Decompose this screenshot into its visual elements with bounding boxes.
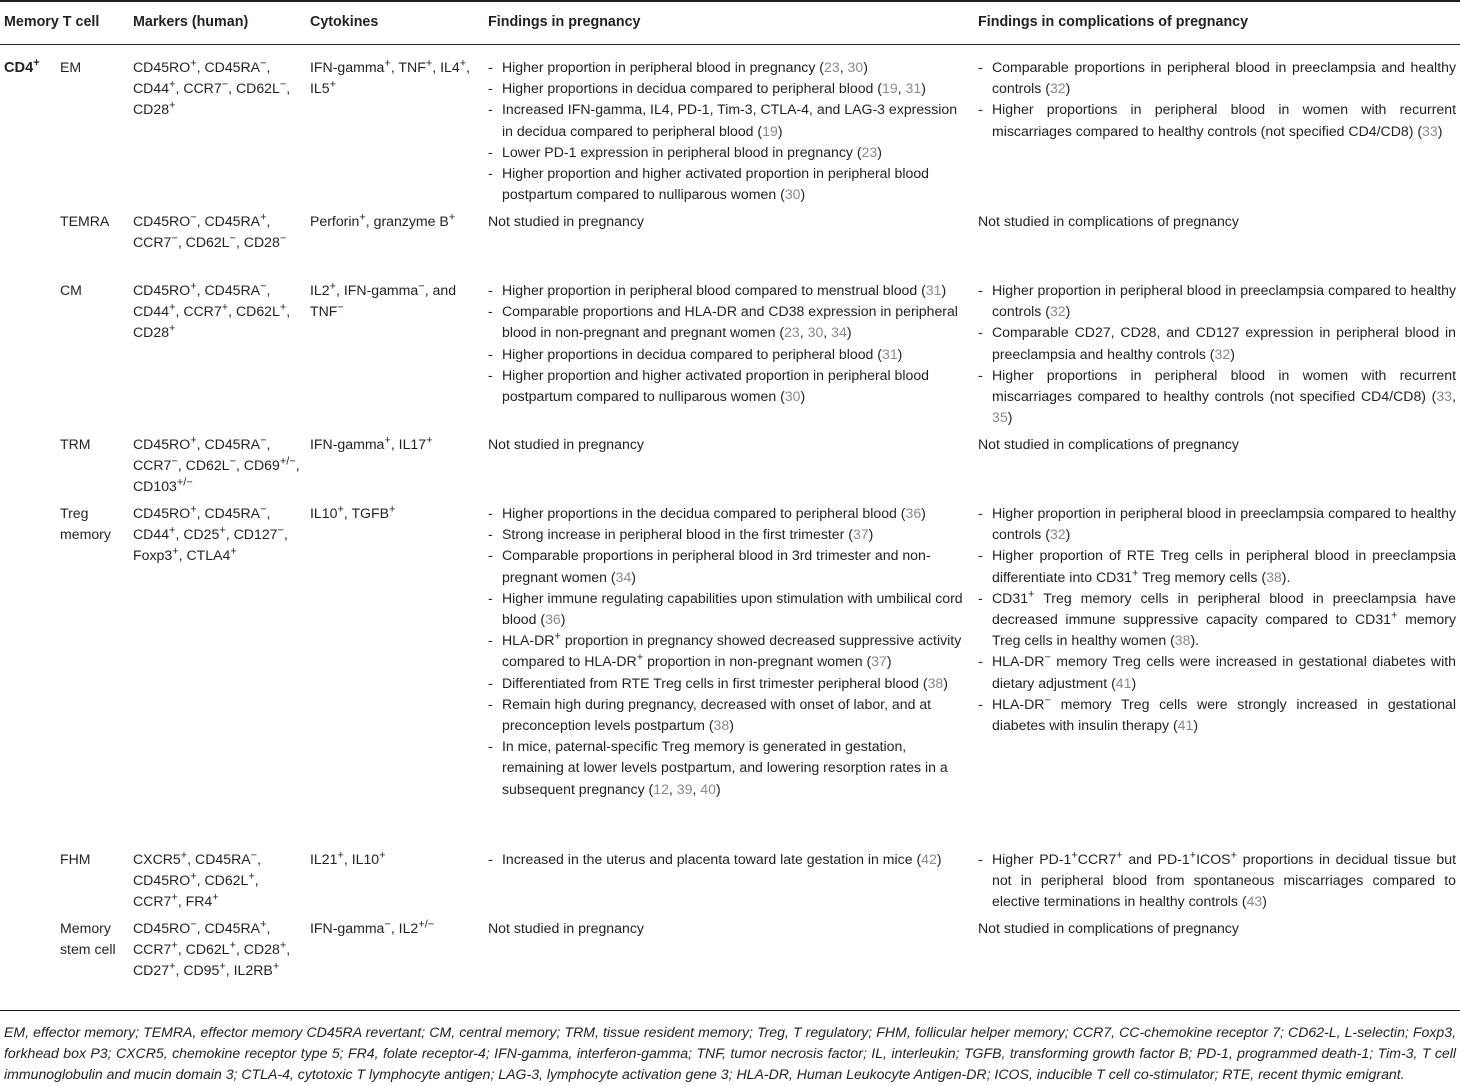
finding-item: - Higher proportions in decidua compared to peripheral blood (19, 31): [488, 78, 968, 99]
cell-cytokines: IFN-gamma+, IL17+: [310, 434, 433, 452]
cell-name: Treg memory: [60, 505, 111, 543]
cell-name: Memory stem cell: [60, 920, 116, 958]
cell-findings-complications: Not studied in complications of pregnancy: [978, 213, 1239, 229]
cell-markers: CXCR5+, CD45RA−, CD45RO+, CD62L+, CCR7+, FR4+: [133, 849, 262, 910]
cell-findings-pregnancy: Not studied in pregnancy: [488, 920, 644, 936]
finding-item: - Higher proportion in peripheral blood compared to menstrual blood (31): [488, 280, 968, 301]
cell-markers: CD45RO+, CD45RA−, CCR7−, CD62L−, CD69+/−, CD103+/−: [133, 434, 300, 495]
finding-item: - Higher PD-1+CCR7+ and PD-1+ICOS+ proportions in decidual tissue but not in peripheral blood from spontaneous miscarriages compared to elective terminations in healthy controls (43): [978, 849, 1456, 913]
finding-item: - HLA-DR− memory Treg cells were increased in gestational diabetes with dietary adjustment (41): [978, 651, 1456, 693]
finding-item: - Higher proportion of RTE Treg cells in peripheral blood in preeclampsia differentiate into CD31+ Treg memory cells (38).: [978, 545, 1456, 587]
finding-item: - Comparable proportions in peripheral blood in preeclampsia and healthy controls (32): [978, 57, 1456, 99]
cell-name: EM: [60, 59, 82, 75]
cell-name: TEMRA: [60, 213, 110, 229]
cell-findings-complications: [978, 503, 1456, 736]
cell-markers: CD45RO+, CD45RA−, CD44+, CCR7−, CD62L−, CD28+: [133, 57, 291, 118]
cell-findings-complications: [978, 849, 1456, 913]
cell-findings-pregnancy: Not studied in pregnancy: [488, 436, 644, 452]
cell-findings-pregnancy: Not studied in pregnancy: [488, 213, 644, 229]
cell-cytokines: IL21+, IL10+: [310, 849, 386, 867]
finding-item: - Higher proportion in peripheral blood in preeclampsia compared to healthy controls (32): [978, 503, 1456, 545]
cell-cytokines: IFN-gamma−, IL2+/−: [310, 918, 435, 936]
cell-findings-pregnancy: [488, 280, 968, 407]
finding-item: - Lower PD-1 expression in peripheral blood in pregnancy (23): [488, 142, 968, 163]
cell-findings-complications: Not studied in complications of pregnancy: [978, 436, 1239, 452]
finding-item: - Higher proportions in the decidua compared to peripheral blood (36): [488, 503, 968, 524]
cell-cytokines: IL2+, IFN-gamma−, and TNF−: [310, 280, 457, 320]
finding-item: - HLA-DR+ proportion in pregnancy showed decreased suppressive activity compared to HLA-DR+ proportion in non-pregnant women (37): [488, 630, 968, 672]
cell-findings-complications: [978, 57, 1456, 142]
table-top-rule: [0, 0, 1460, 2]
cell-name: FHM: [60, 851, 91, 867]
finding-item: - Higher proportions in decidua compared to peripheral blood (31): [488, 344, 968, 365]
finding-item: - Higher immune regulating capabilities upon stimulation with umbilical cord blood (36): [488, 588, 968, 630]
header-memory-t-cell: Memory T cell: [4, 14, 100, 30]
finding-item: - Remain high during pregnancy, decreased with onset of labor, and at preconception levels postpartum (38): [488, 694, 968, 736]
cell-cytokines: IFN-gamma+, TNF+, IL4+, IL5+: [310, 57, 471, 97]
cell-name: TRM: [60, 436, 91, 452]
table-bottom-rule: [0, 1010, 1460, 1011]
finding-item: - Higher proportion in peripheral blood in pregnancy (23, 30): [488, 57, 968, 78]
finding-item: - Differentiated from RTE Treg cells in first trimester peripheral blood (38): [488, 673, 968, 694]
finding-item: - In mice, paternal-specific Treg memory is generated in gestation, remaining at lower levels postpartum, and lowering resorption rates in a subsequent pregnancy (12, 39, 40): [488, 736, 968, 800]
finding-item: - Higher proportion and higher activated proportion in peripheral blood postpartum compared to nulliparous women (30): [488, 365, 968, 407]
cell-findings-pregnancy: [488, 849, 968, 870]
header-cytokines: Cytokines: [310, 14, 379, 30]
cell-markers: CD45RO−, CD45RA+, CCR7−, CD62L−, CD28−: [133, 211, 287, 251]
finding-item: - Higher proportions in peripheral blood in women with recurrent miscarriages compared to healthy controls (not specified CD4/CD8) (33, 35): [978, 365, 1456, 429]
finding-item: - Higher proportion in peripheral blood in preeclampsia compared to healthy controls (32): [978, 280, 1456, 322]
finding-item: - Strong increase in peripheral blood in the first trimester (37): [488, 524, 968, 545]
table-footnote: EM, effector memory; TEMRA, effector memory CD45RA revertant; CM, central memory; TRM, tissue resident memory; Treg, T regulatory; FHM, follicular helper memory; CCR7, CC-chemokine receptor 7; CD62-L, L-selectin; Foxp3, forkhead box P3; CXCR5, chemokine receptor type 5; FR4, folate receptor-4; IFN-gamma, interferon-gamma; TNF, tumor necrosis factor; IL, interleukin; TGFB, transforming growth factor B; PD-1, programmed death-1; Tim-3, T cell immunoglobulin and mucin domain 3; CTLA-4, cytotoxic T lymphocyte antigen; LAG-3, lymphocyte activation gene 3; HLA-DR, Human Leukocyte Antigen-DR; ICOS, inducible T cell co-stimulator; RTE, recent thymic emigrant.: [4, 1024, 1456, 1083]
finding-item: - Comparable proportions in peripheral blood in 3rd trimester and non-pregnant women (34): [488, 545, 968, 587]
cell-findings-pregnancy: [488, 503, 968, 800]
header-findings-complications: Findings in complications of pregnancy: [978, 14, 1249, 30]
finding-item: - Higher proportion and higher activated proportion in peripheral blood postpartum compared to nulliparous women (30): [488, 163, 968, 205]
finding-item: - Comparable proportions and HLA-DR and CD38 expression in peripheral blood in non-pregnant and pregnant women (23, 30, 34): [488, 301, 968, 343]
cell-markers: CD45RO+, CD45RA−, CD44+, CCR7+, CD62L+, CD28+: [133, 280, 291, 341]
cell-markers: CD45RO+, CD45RA−, CD44+, CD25+, CD127−, Foxp3+, CTLA4+: [133, 503, 288, 564]
cell-findings-pregnancy: [488, 57, 968, 205]
header-findings-pregnancy: Findings in pregnancy: [488, 14, 641, 30]
finding-item: - HLA-DR− memory Treg cells were strongly increased in gestational diabetes with insulin therapy (41): [978, 694, 1456, 736]
header-rule: [0, 44, 1460, 45]
cell-findings-complications: [978, 280, 1456, 428]
cell-name: CM: [60, 282, 82, 298]
finding-item: - Higher proportions in peripheral blood in women with recurrent miscarriages compared to healthy controls (not specified CD4/CD8) (33): [978, 99, 1456, 141]
finding-item: - Increased IFN-gamma, IL4, PD-1, Tim-3, CTLA-4, and LAG-3 expression in decidua compared to peripheral blood (19): [488, 99, 968, 141]
cell-markers: CD45RO−, CD45RA+, CCR7+, CD62L+, CD28+, CD27+, CD95+, IL2RB+: [133, 918, 291, 979]
cell-cytokines: Perforin+, granzyme B+: [310, 211, 456, 229]
finding-item: - Comparable CD27, CD28, and CD127 expression in peripheral blood in preeclampsia and healthy controls (32): [978, 322, 1456, 364]
finding-item: - CD31+ Treg memory cells in peripheral blood in preeclampsia have decreased immune suppressive capacity compared to CD31+ memory Treg cells in healthy women (38).: [978, 588, 1456, 652]
finding-item: - Increased in the uterus and placenta toward late gestation in mice (42): [488, 849, 968, 870]
header-markers: Markers (human): [133, 14, 249, 30]
cell-findings-complications: Not studied in complications of pregnancy: [978, 920, 1239, 936]
group-label-cd4: CD4+: [4, 57, 40, 76]
cell-cytokines: IL10+, TGFB+: [310, 503, 396, 521]
